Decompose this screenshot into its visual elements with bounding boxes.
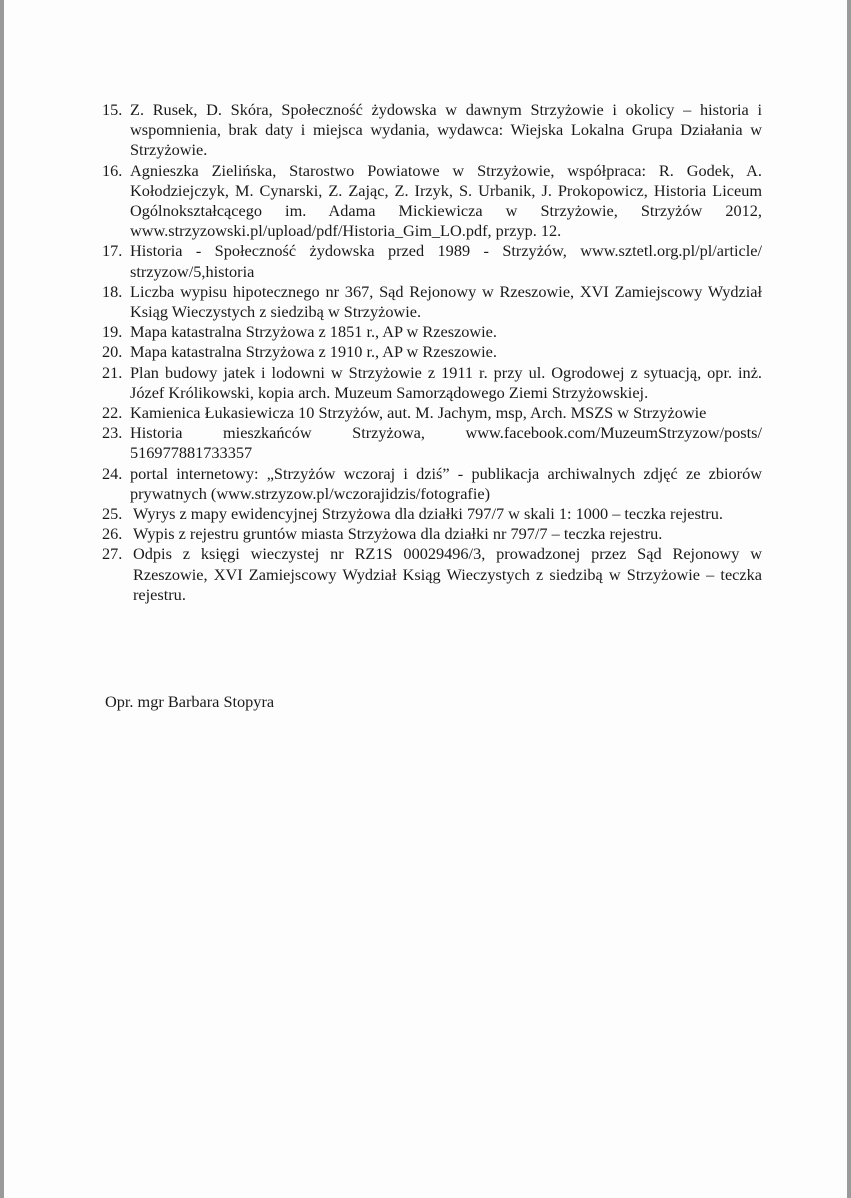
reference-text: Agnieszka Zielińska, Starostwo Powiatowe w Strzyżowie, współpraca: R. Godek, A. Kołodziejczyk, M. Cynarski, Z. Zając, Z. Irzyk, S. Urbanik, J. Prokopowicz, Historia Liceum Ogólnokształcącego im. Adama Mickiewicza w Strzyżowie, Strzyżów 2012, www.strzyzowski.pl/upload/pdf/Historia_Gim_LO.pdf, przyp. 12. xyxy=(130,160,762,241)
reference-number: 24. xyxy=(102,463,123,483)
reference-text: Z. Rusek, D. Skóra, Społeczność żydowska w dawnym Strzyżowie i okolicy – historia i wspomnienia, brak daty i miejsca wydania, wydawca: Wiejska Lokalna Grupa Działania w Strzyżowie. xyxy=(130,100,762,160)
reference-text: Wyrys z mapy ewidencyjnej Strzyżowa dla działki 797/7 w skali 1: 1000 – teczka rejestru. xyxy=(133,504,723,524)
reference-number: 27. xyxy=(102,544,123,564)
author-signature: Opr. mgr Barbara Stopyra xyxy=(105,692,275,711)
reference-text: Liczba wypisu hipotecznego nr 367, Sąd Rejonowy w Rzeszowie, XVI Zamiejscowy Wydział Ksiąg Wieczystych z siedzibą w Strzyżowie. xyxy=(130,281,762,322)
reference-text: Kamienica Łukasiewicza 10 Strzyżów, aut. M. Jachym, msp, Arch. MSZS w Strzyżowie xyxy=(130,403,707,423)
reference-number: 19. xyxy=(102,322,123,342)
reference-list xyxy=(102,100,762,605)
reference-number: 21. xyxy=(102,362,123,382)
reference-text: Mapa katastralna Strzyżowa z 1851 r., AP w Rzeszowie. xyxy=(130,322,497,342)
reference-item xyxy=(102,423,762,463)
reference-number: 26. xyxy=(102,524,123,544)
reference-item xyxy=(102,363,762,403)
reference-number: 15. xyxy=(102,100,123,119)
reference-text: portal internetowy: „Strzyżów wczoraj i dziś” - publikacja archiwalnych zdjęć ze zbiorów prywatnych (www.strzyzow.pl/wczorajidzis/fotografie) xyxy=(130,463,762,503)
reference-item xyxy=(102,544,762,605)
reference-item xyxy=(102,241,762,281)
reference-number: 20. xyxy=(102,342,123,362)
reference-item xyxy=(102,322,762,342)
reference-item xyxy=(102,342,762,362)
reference-item xyxy=(102,161,762,242)
reference-item xyxy=(102,504,762,524)
reference-text: Mapa katastralna Strzyżowa z 1910 r., AP w Rzeszowie. xyxy=(130,342,497,362)
reference-item xyxy=(102,403,762,423)
reference-text: Odpis z księgi wieczystej nr RZ1S 00029496/3, prowadzonej przez Sąd Rejonowy w Rzeszowie, XVI Zamiejscowy Wydział Ksiąg Wieczystych z siedzibą w Strzyżowie – teczka rejestru. xyxy=(133,544,762,604)
reference-item xyxy=(102,524,762,544)
reference-number: 25. xyxy=(102,504,123,524)
reference-text: Historia mieszkańców Strzyżowa, www.facebook.com/MuzeumStrzyzow/posts/ 516977881733357 xyxy=(130,423,762,463)
reference-number: 17. xyxy=(102,241,123,261)
reference-item xyxy=(102,100,762,161)
reference-number: 23. xyxy=(102,423,123,443)
reference-number: 22. xyxy=(102,403,123,423)
reference-text: Historia - Społeczność żydowska przed 1989 - Strzyżów, www.sztetl.org.pl/pl/article/ strzyzow/5,historia xyxy=(130,241,762,281)
reference-item xyxy=(102,464,762,504)
reference-text: Plan budowy jatek i lodowni w Strzyżowie z 1911 r. przy ul. Ogrodowej z sytuacją, opr. inż. Józef Królikowski, kopia arch. Muzeum Samorządowego Ziemi Strzyżowskiej. xyxy=(130,362,762,402)
reference-text: Wypis z rejestru gruntów miasta Strzyżowa dla działki nr 797/7 – teczka rejestru. xyxy=(133,524,663,544)
reference-item xyxy=(102,282,762,322)
reference-number: 16. xyxy=(102,160,123,180)
reference-number: 18. xyxy=(102,281,123,301)
